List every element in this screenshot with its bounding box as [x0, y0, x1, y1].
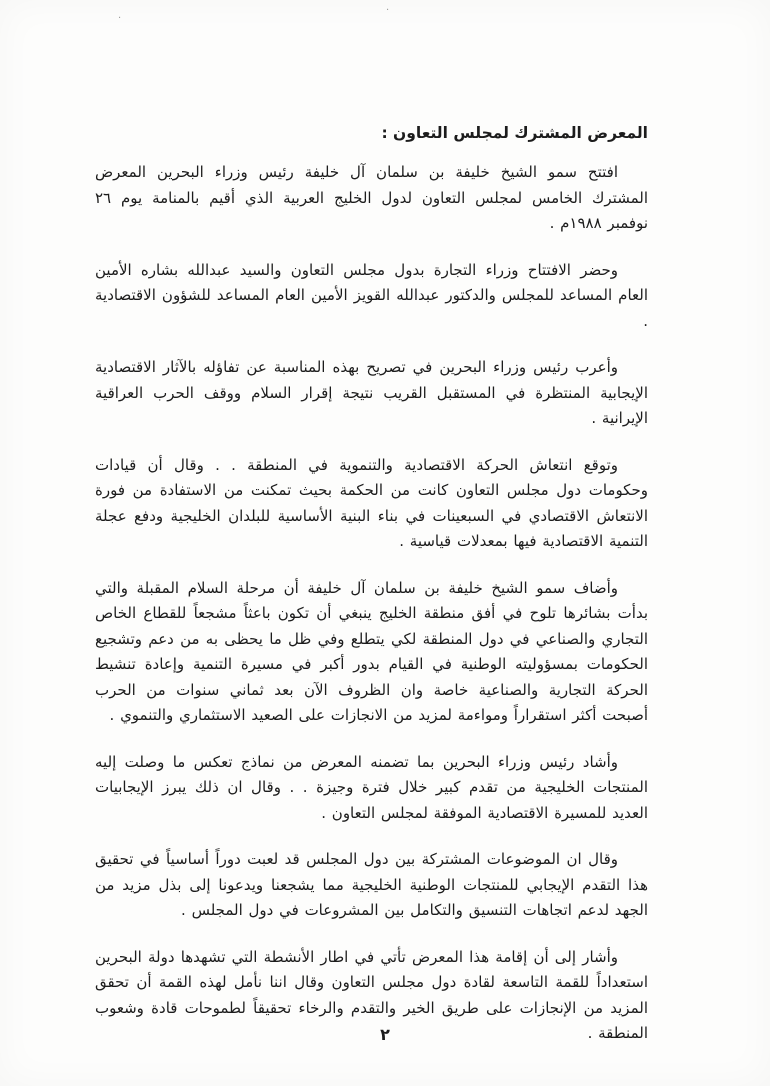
paragraph: افتتح سمو الشيخ خليفة بن سلمان آل خليفة رئيس وزراء البحرين المعرض المشترك الخامس لمجلس التعاون لدول الخليج العربية الذي أقيم بالمنامة يوم ٢٦ نوفمبر ١٩٨٨م . — [95, 163, 648, 232]
paragraph: وتوقع انتعاش الحركة الاقتصادية والتنموية في المنطقة . . وقال أن قيادات وحكومات دول مجلس التعاون كانت من الحكمة بحيث تمكنت من الاستفادة من فورة الانتعاش الاقتصادي في السبعينات في بناء البنية الأساسية للبلدان الخليجية ودفع عجلة التنمية الاقتصادية فيها بمعدلات قياسية . — [95, 455, 648, 550]
page-number: ٢ — [380, 1025, 390, 1044]
paragraph: وأعرب رئيس وزراء البحرين في تصريح بهذه المناسبة عن تفاؤله بالآثار الاقتصادية الإيجابية المنتظرة في المستقبل القريب نتيجة إقرار السلام ووقف الحرب العراقية الإيرانية . — [95, 358, 648, 427]
paragraph: وأضاف سمو الشيخ خليفة بن سلمان آل خليفة أن مرحلة السلام المقبلة والتي بدأت بشائرها تلوح في أفق منطقة الخليج ينبغي أن تكون باعثاً مشجعاً للقطاع الخاص التجاري والصناعي في دول المنطقة لكي يتطلع وفي ظل ما يحظى به من دعم وتشجيع الحكومات بمسؤوليته الوطنية في القيام بدور أكبر في مسيرة التنمية وإعادة تنشيط الحركة التجارية والصناعية خاصة وان الظروف الآن بعد ثماني سنوات من الحرب أصبحت أكثر استقراراً ومواءمة لمزيد من الانجازات على الصعيد الاستثماري والتنموي . — [95, 578, 648, 724]
paragraph: وأشار إلى أن إقامة هذا المعرض تأتي في اطار الأنشطة التي تشهدها دولة البحرين استعداداً للقمة التاسعة لقادة دول مجلس التعاون وقال اننا نأمل لهذه القمة أن تحقق المزيد من الإنجازات على طريق الخير والتقدم والرخاء تحقيقاً لطموحات قادة وشعوب المنطقة . — [95, 947, 648, 1042]
document-body — [95, 124, 648, 1068]
page-title: المعرض المشترك لمجلس التعاون : — [381, 124, 648, 142]
paragraph: وقال ان الموضوعات المشتركة بين دول المجلس قد لعبت دوراً أساسياً في تحقيق هذا التقدم الإيجابي للمنتجات الوطنية الخليجية مما يشجعنا ويدعونا إلى بذل مزيد من الجهد لدعم اتجاهات التنسيق والتكامل بين المشروعات في دول المجلس . — [95, 850, 648, 919]
paragraph: وحضر الافتتاح وزراء التجارة بدول مجلس التعاون والسيد عبدالله بشاره الأمين العام المساعد للمجلس والدكتور عبدالله القويز الأمين العام المساعد للشؤون الاقتصادية . — [95, 260, 648, 330]
paragraph: وأشاد رئيس وزراء البحرين بما تضمنه المعرض من نماذج تعكس ما وصلت إليه المنتجات الخليجية من تقدم كبير خلال فترة وجيزة . . وقال ان ذلك يبرز الإيجابيات العديد للمسيرة الاقتصادية الموفقة لمجلس التعاون . — [95, 752, 648, 822]
registration-mark-icon: · — [118, 13, 122, 24]
registration-mark-icon: · — [386, 5, 390, 16]
